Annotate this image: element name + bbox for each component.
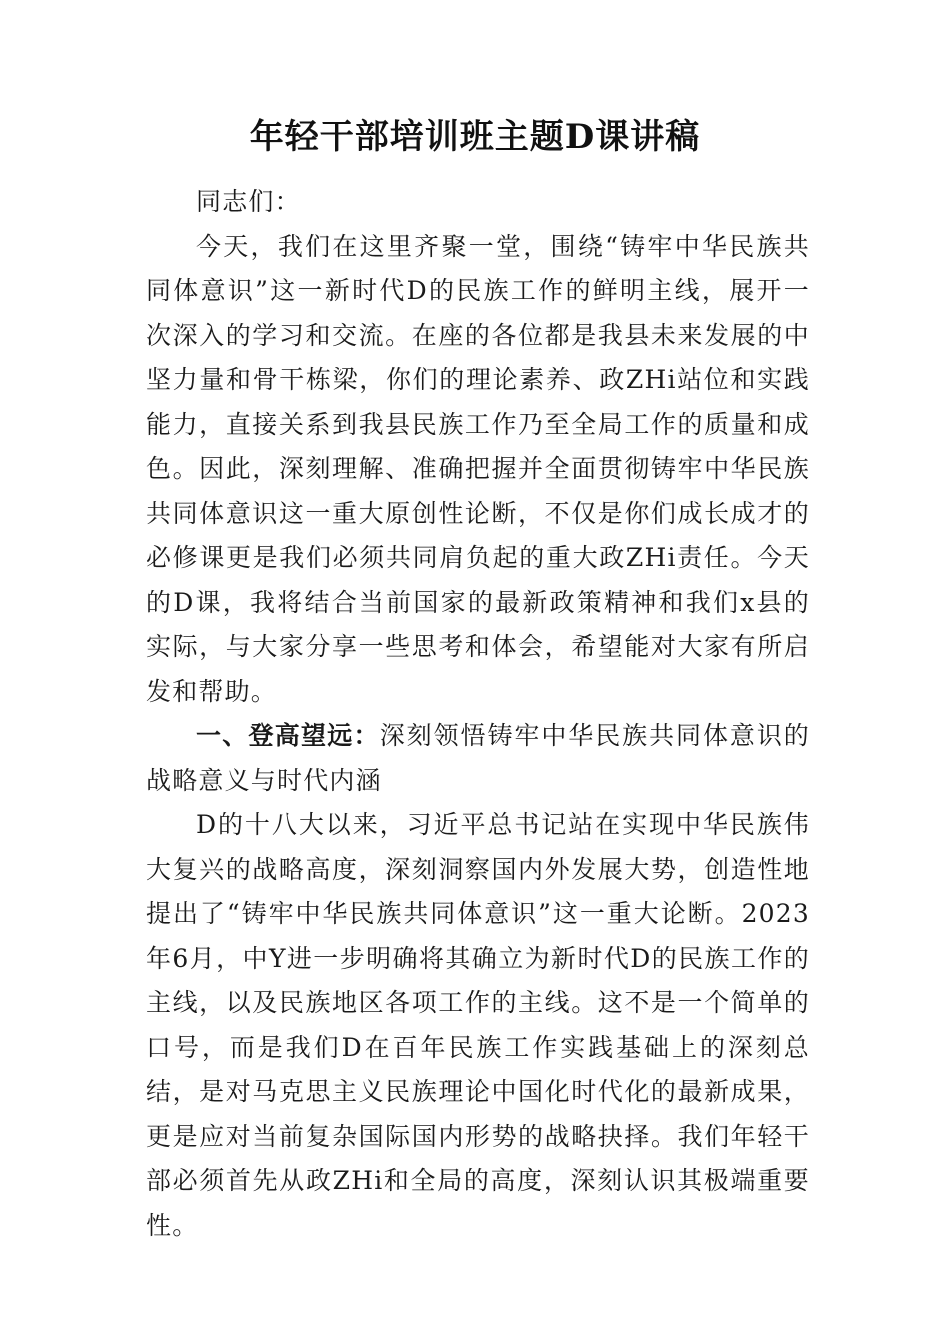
salutation: 同志们： [196, 187, 301, 216]
intro-paragraph: 今天，我们在这里齐聚一堂，围绕“铸牢中华民族共同体意识”这一新时代D的民族工作的鲜明主线，展开一次深入的学习和交流。在座的各位都是我县未来发展的中坚力量和骨干栋梁，你们的理论素养、政ZHi站位和实践能力，直接关系到我县民族工作乃至全局工作的质量和成色。因此，深刻理解、准确把握并全面贯彻铸牢中华民族共同体意识这一重大原创性论断，不仅是你们成长成才的必修课更是我们必须共同肩负起的重大政ZHi责任。今天的D课，我将结合当前国家的最新政策精神和我们x县的实际，与大家分享一些思考和体会，希望能对大家有所启发和帮助。 [146, 231, 810, 706]
section-paragraph: D的十八大以来，习近平总书记站在实现中华民族伟大复兴的战略高度，深刻洞察国内外发展大势，创造性地提出了“铸牢中华民族共同体意识”这一重大论断。2023年6月，中Y进一步明确将其确立为新时代D的民族工作的主线，以及民族地区各项工作的主线。这不是一个简单的口号，而是我们D在百年民族工作实践基础上的深刻总结，是对马克思主义民族理论中国化时代化的最新成果，更是应对当前复杂国际国内形势的战略抉择。我们年轻干部必须首先从政ZHi和全局的高度，深刻认识其极端重要性。 [146, 810, 810, 1240]
document-title: 年轻干部培训班主题D课讲稿 [249, 117, 701, 157]
section-heading-text: 深刻领悟铸牢中华民族共同体意识的战略意义与时代内涵 [146, 721, 810, 795]
section-heading-lead: 一、登高望远： [196, 721, 380, 750]
document-body [146, 180, 810, 1248]
section-heading [146, 714, 810, 803]
